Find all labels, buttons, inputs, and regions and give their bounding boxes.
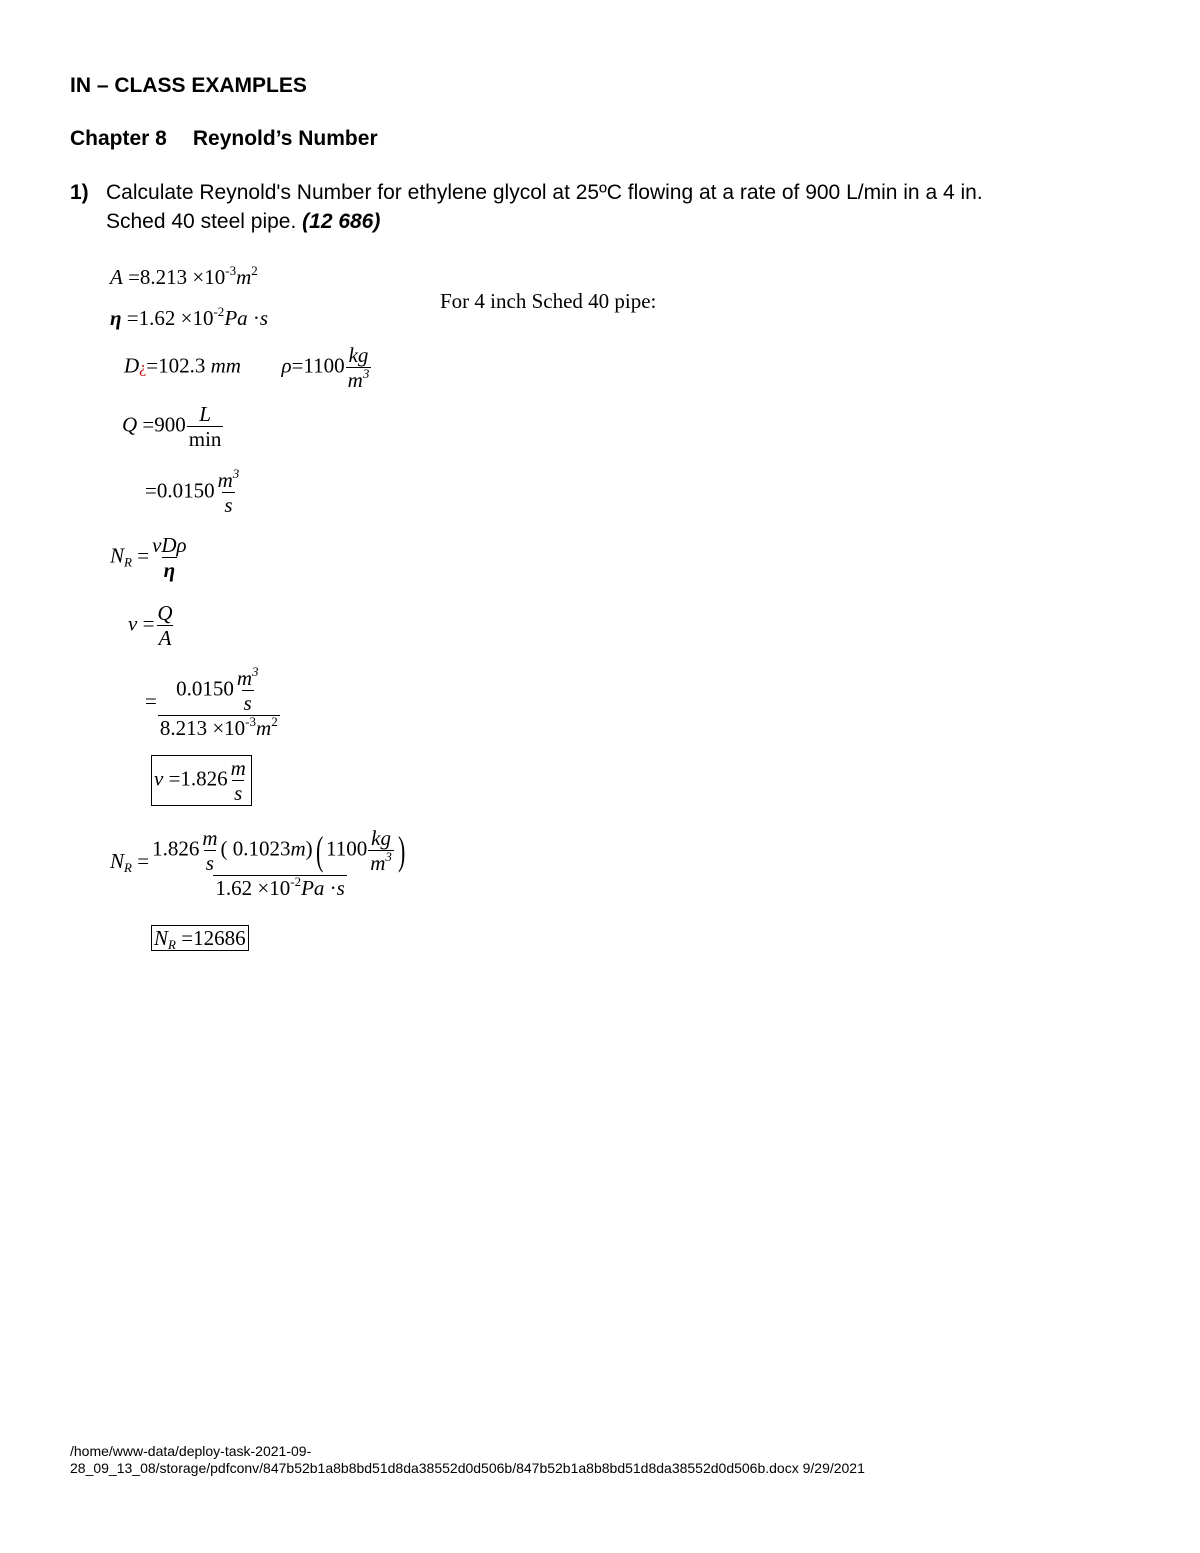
flow-conversion: =0.0150 $\frac{m^3}{s}$	[145, 466, 240, 517]
footer-line2: 28_09_13_08/storage/pdfconv/847b52b1a8b8bd51d8da38552d0d506b/847b52b1a8b8bd51d8da38552d0d506b.docx 9/29/2021	[70, 1460, 865, 1476]
velocity-result-box: v =1.826 $\frac{m}{s}$	[151, 755, 252, 806]
problem-answer: (12 686)	[302, 210, 381, 233]
reynolds-substitution: $N_R$ = 1.826 $\frac{m}{s}$ ( 0.1023m)( 1100 $\frac{kg}{m^3}$ ) $1.62 \times 10^{-2}Pa \cdot s$	[110, 826, 406, 900]
page-heading: IN – CLASS EXAMPLES	[70, 74, 307, 97]
viscosity-equation: $\eta =1.62 \times 10^{-2}Pa \cdot s$	[110, 304, 269, 330]
area-equation: $A =8.213 \times 10^{-3}m^2$	[110, 263, 258, 289]
footer-line1: /home/www-data/deploy-task-2021-09-	[70, 1443, 312, 1459]
reynolds-result-box: $N_R =12686$	[151, 925, 249, 951]
chapter-title: Reynold’s Number	[192, 127, 378, 150]
velocity-substitution: = 0.0150 $\frac{m^3}{s}$ $8.213 \times 10^{-3}m^2$	[145, 664, 278, 740]
problem-text	[106, 178, 983, 236]
velocity-formula: v = $\frac{Q}{A}$	[128, 601, 173, 650]
reynolds-formula: $N_R$ = $\frac{\text{vDρ}}{\eta}$	[110, 533, 187, 582]
problem-text-line2: Sched 40 steel pipe. (12 686)	[106, 210, 381, 233]
diameter-density-equation: D¿=102.3 mm ρ=1100 $\frac{kg}{m^3}$	[124, 343, 370, 392]
chapter-number: Chapter 8	[70, 127, 167, 150]
problem-number: 1)	[70, 181, 89, 204]
chapter-heading	[70, 127, 378, 151]
pipe-note: For 4 inch Sched 40 pipe:	[440, 289, 657, 313]
footer-path	[70, 1443, 865, 1477]
flow-equation: Q =900 $\frac{L}{\min}$	[122, 402, 222, 451]
problem-text-line1: Calculate Reynold's Number for ethylene glycol at 25ºC flowing at a rate of 900 L/min in a 4 in.	[106, 181, 983, 204]
